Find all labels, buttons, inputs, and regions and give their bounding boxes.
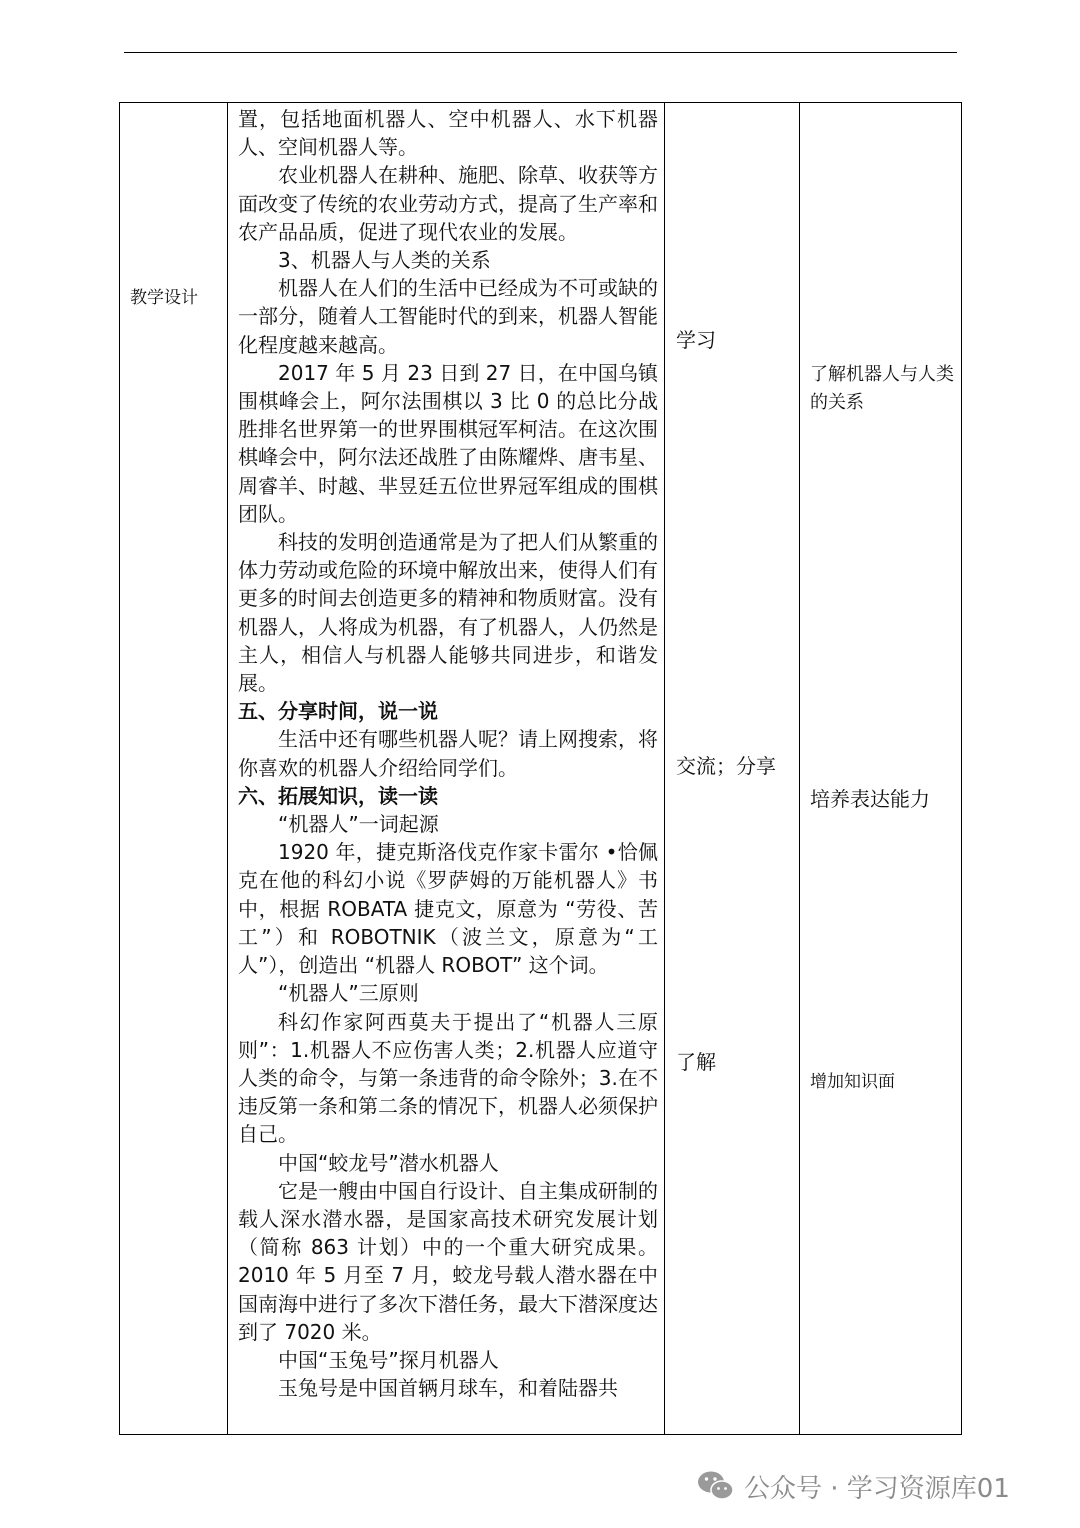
content-paragraph: 3、机器人与人类的关系	[278, 248, 491, 273]
content-paragraph: 它是一艘由中国自行设计、自主集成研制的载人深水潜水器，是国家高技术研究发展计划（简称 863 计划）中的一个重大研究成果。2010 年 5 月至 7 月，蛟龙号载人潜水器在中国南海中进行了多次下潜任务，最大下潜深度达到了 7020 米。	[238, 1178, 658, 1344]
aim-relationship: 了解机器人与人类的关系	[810, 364, 954, 413]
content-paragraph: 科幻作家阿西莫夫于提出了“机器人三原则”：1.机器人不应伤害人类；2.机器人应道守人类的命令，与第一条违背的命令除外；3.在不违反第一条和第二条的情况下，机器人必须保护自己。	[238, 1009, 658, 1147]
wechat-icon	[696, 1468, 736, 1504]
content-paragraph: “机器人”一词起源	[278, 812, 439, 837]
column-divider	[227, 103, 228, 1434]
content-paragraph: 1920 年，捷克斯洛伐克作家卡雷尔 •恰佩克在他的科幻小说《罗萨姆的万能机器人》书中，根据 ROBATA 捷克文，原意为 “劳役、苦工”）和 ROBOTNIK（波兰文，原意为“工人”），创造出 “机器人 ROBOT” 这个词。	[238, 840, 658, 978]
column-divider	[799, 103, 800, 1434]
content-paragraph: 中国“蛟龙号”潜水机器人	[278, 1150, 499, 1175]
column-divider	[664, 103, 665, 1434]
content-paragraph: “机器人”三原则	[278, 981, 419, 1006]
activity-study: 学习	[676, 328, 716, 352]
content-paragraph: 科技的发明创造通常是为了把人们从繁重的体力劳动或危险的环境中解放出来，使得人们有更多的时间去创造更多的精神和物质财富。没有机器人，人将成为机器，有了机器人，人仍然是主人，相信人与机器人能够共同进步，和谐发展。	[238, 530, 658, 696]
content-paragraph: 2017 年 5 月 23 日到 27 日，在中国乌镇围棋峰会上，阿尔法围棋以 3 比 0 的总比分战胜排名世界第一的世界围棋冠军柯洁。在这次围棋峰会中，阿尔法还战胜了由陈耀烨、唐韦星、周睿羊、时越、芈昱廷五位世界冠军组成的围棋团队。	[238, 360, 658, 526]
row-label: 教学设计	[130, 288, 198, 308]
header-rule	[124, 52, 957, 53]
aim-expression: 培养表达能力	[810, 787, 930, 811]
activity-learn: 了解	[676, 1050, 716, 1074]
section-heading: 六、拓展知识，读一读	[238, 783, 438, 808]
lesson-table	[119, 102, 962, 1435]
aim-knowledge: 增加知识面	[810, 1072, 895, 1092]
content-paragraph: 农业机器人在耕种、施肥、除草、收获等方面改变了传统的农业劳动方式，提高了生产率和农产品品质，促进了现代农业的发展。	[238, 163, 658, 244]
content-paragraph: 置，包括地面机器人、空中机器人、水下机器人、空间机器人等。	[238, 107, 658, 160]
content-paragraph: 玉兔号是中国首辆月球车，和着陆器共	[278, 1376, 618, 1401]
watermark	[696, 1466, 1010, 1506]
content-paragraph: 生活中还有哪些机器人呢？请上网搜索，将你喜欢的机器人介绍给同学们。	[238, 727, 658, 780]
section-heading: 五、分享时间，说一说	[238, 699, 438, 724]
content-paragraph: 机器人在人们的生活中已经成为不可或缺的一部分，随着人工智能时代的到来，机器人智能化程度越来越高。	[238, 276, 658, 357]
watermark-text: 公众号 · 学习资源库01	[744, 1473, 1010, 1504]
activity-share: 交流；分享	[676, 754, 776, 778]
content-paragraph: 中国“玉兔号”探月机器人	[278, 1347, 499, 1372]
lesson-content	[238, 105, 658, 1402]
